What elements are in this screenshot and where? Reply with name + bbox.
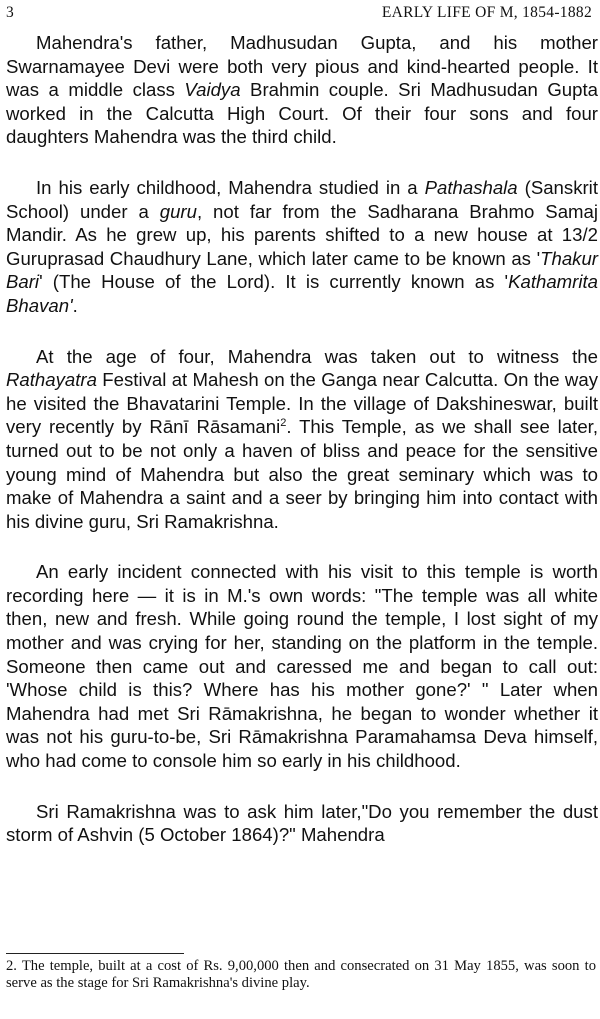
text-run: In his early childhood, Mahendra studied in a	[36, 176, 425, 198]
text-run: . This Temple, as we shall see later, turned out to be not only a haven of bliss and peace for the sensitive young mind of Mahendra but also the great seminary which was to make of Mahendra a saint and a seer by bringing him into contact with his divine guru, Sri Ramakrishna.	[6, 416, 598, 532]
text-run: Mahendra's father, Madhusudan Gupta, and his mother Swarnamayee Devi were both very pious and kind-hearted people. It was a middle class	[6, 32, 598, 101]
text-run: Sri Ramakrishna was to ask him later,"Do you remember the dust storm of Ashvin (5 October 1864)?" Mahendra	[6, 800, 598, 846]
italic-term: guru	[159, 200, 197, 222]
text-run: At the age of four, Mahendra was taken out to witness the	[36, 345, 598, 367]
text-run: , not far from the Sadharana Brahmo Samaj Mandir. As he grew up, his parents shifted to a new house at 13/2 Guruprasad Chaudhury Lane, which later came to be known as '	[6, 200, 598, 269]
paragraph	[6, 31, 598, 149]
body-text	[6, 31, 598, 847]
italic-term: Vaidya	[184, 79, 241, 101]
text-run: Festival at Mahesh on the Ganga near Calcutta. On the way he visited the Bhavatarini Temple. In the village of Dakshineswar, built very recently by Rānī Rāsamani	[6, 369, 598, 438]
paragraph	[6, 560, 598, 772]
text-run: .	[72, 294, 78, 316]
italic-term: Kathamrita Bhavan'	[6, 271, 598, 316]
text-run: Brahmin couple. Sri Madhusudan Gupta worked in the Calcutta High Court. Of their four sons and four daughters Mahendra was the third child.	[6, 79, 598, 148]
italic-term: Rathayatra	[6, 369, 97, 391]
page-number: 3	[6, 4, 14, 21]
paragraph	[6, 176, 598, 318]
paragraph	[6, 800, 598, 847]
footnote-reference: 2	[280, 417, 287, 430]
italic-term: Pathashala	[424, 176, 518, 198]
footnote-divider	[6, 953, 184, 954]
footnote: 2. The temple, built at a cost of Rs. 9,00,000 then and consecrated on 31 May 1855, was soon to serve as the stage for Sri Ramakrishna's divine play.	[6, 958, 596, 991]
page-header	[6, 4, 592, 24]
paragraph	[6, 345, 598, 534]
text-run: ' (The House of the Lord). It is currently known as '	[39, 271, 509, 293]
italic-term: Thakur Bari	[6, 247, 598, 293]
text-run: (Sanskrit School) under a	[6, 176, 598, 222]
running-head: EARLY LIFE OF M, 1854-1882	[381, 4, 592, 21]
text-run: An early incident connected with his visit to this temple is worth recording here — it is in M.'s own words: "The temple was all white then, new and fresh. While going round the temple, I lost sight of my mother and was crying for her, standing on the platform in the temple. Someone then came out and caressed me and began to call out: 'Whose child is this? Where has his mother gone?' " Later when Mahendra had met Sri Rāmakrishna, he began to wonder whether it was not his guru-to-be, Sri Rāmakrishna Paramahamsa Deva himself, who had come to console him so early in his childhood.	[6, 561, 598, 772]
